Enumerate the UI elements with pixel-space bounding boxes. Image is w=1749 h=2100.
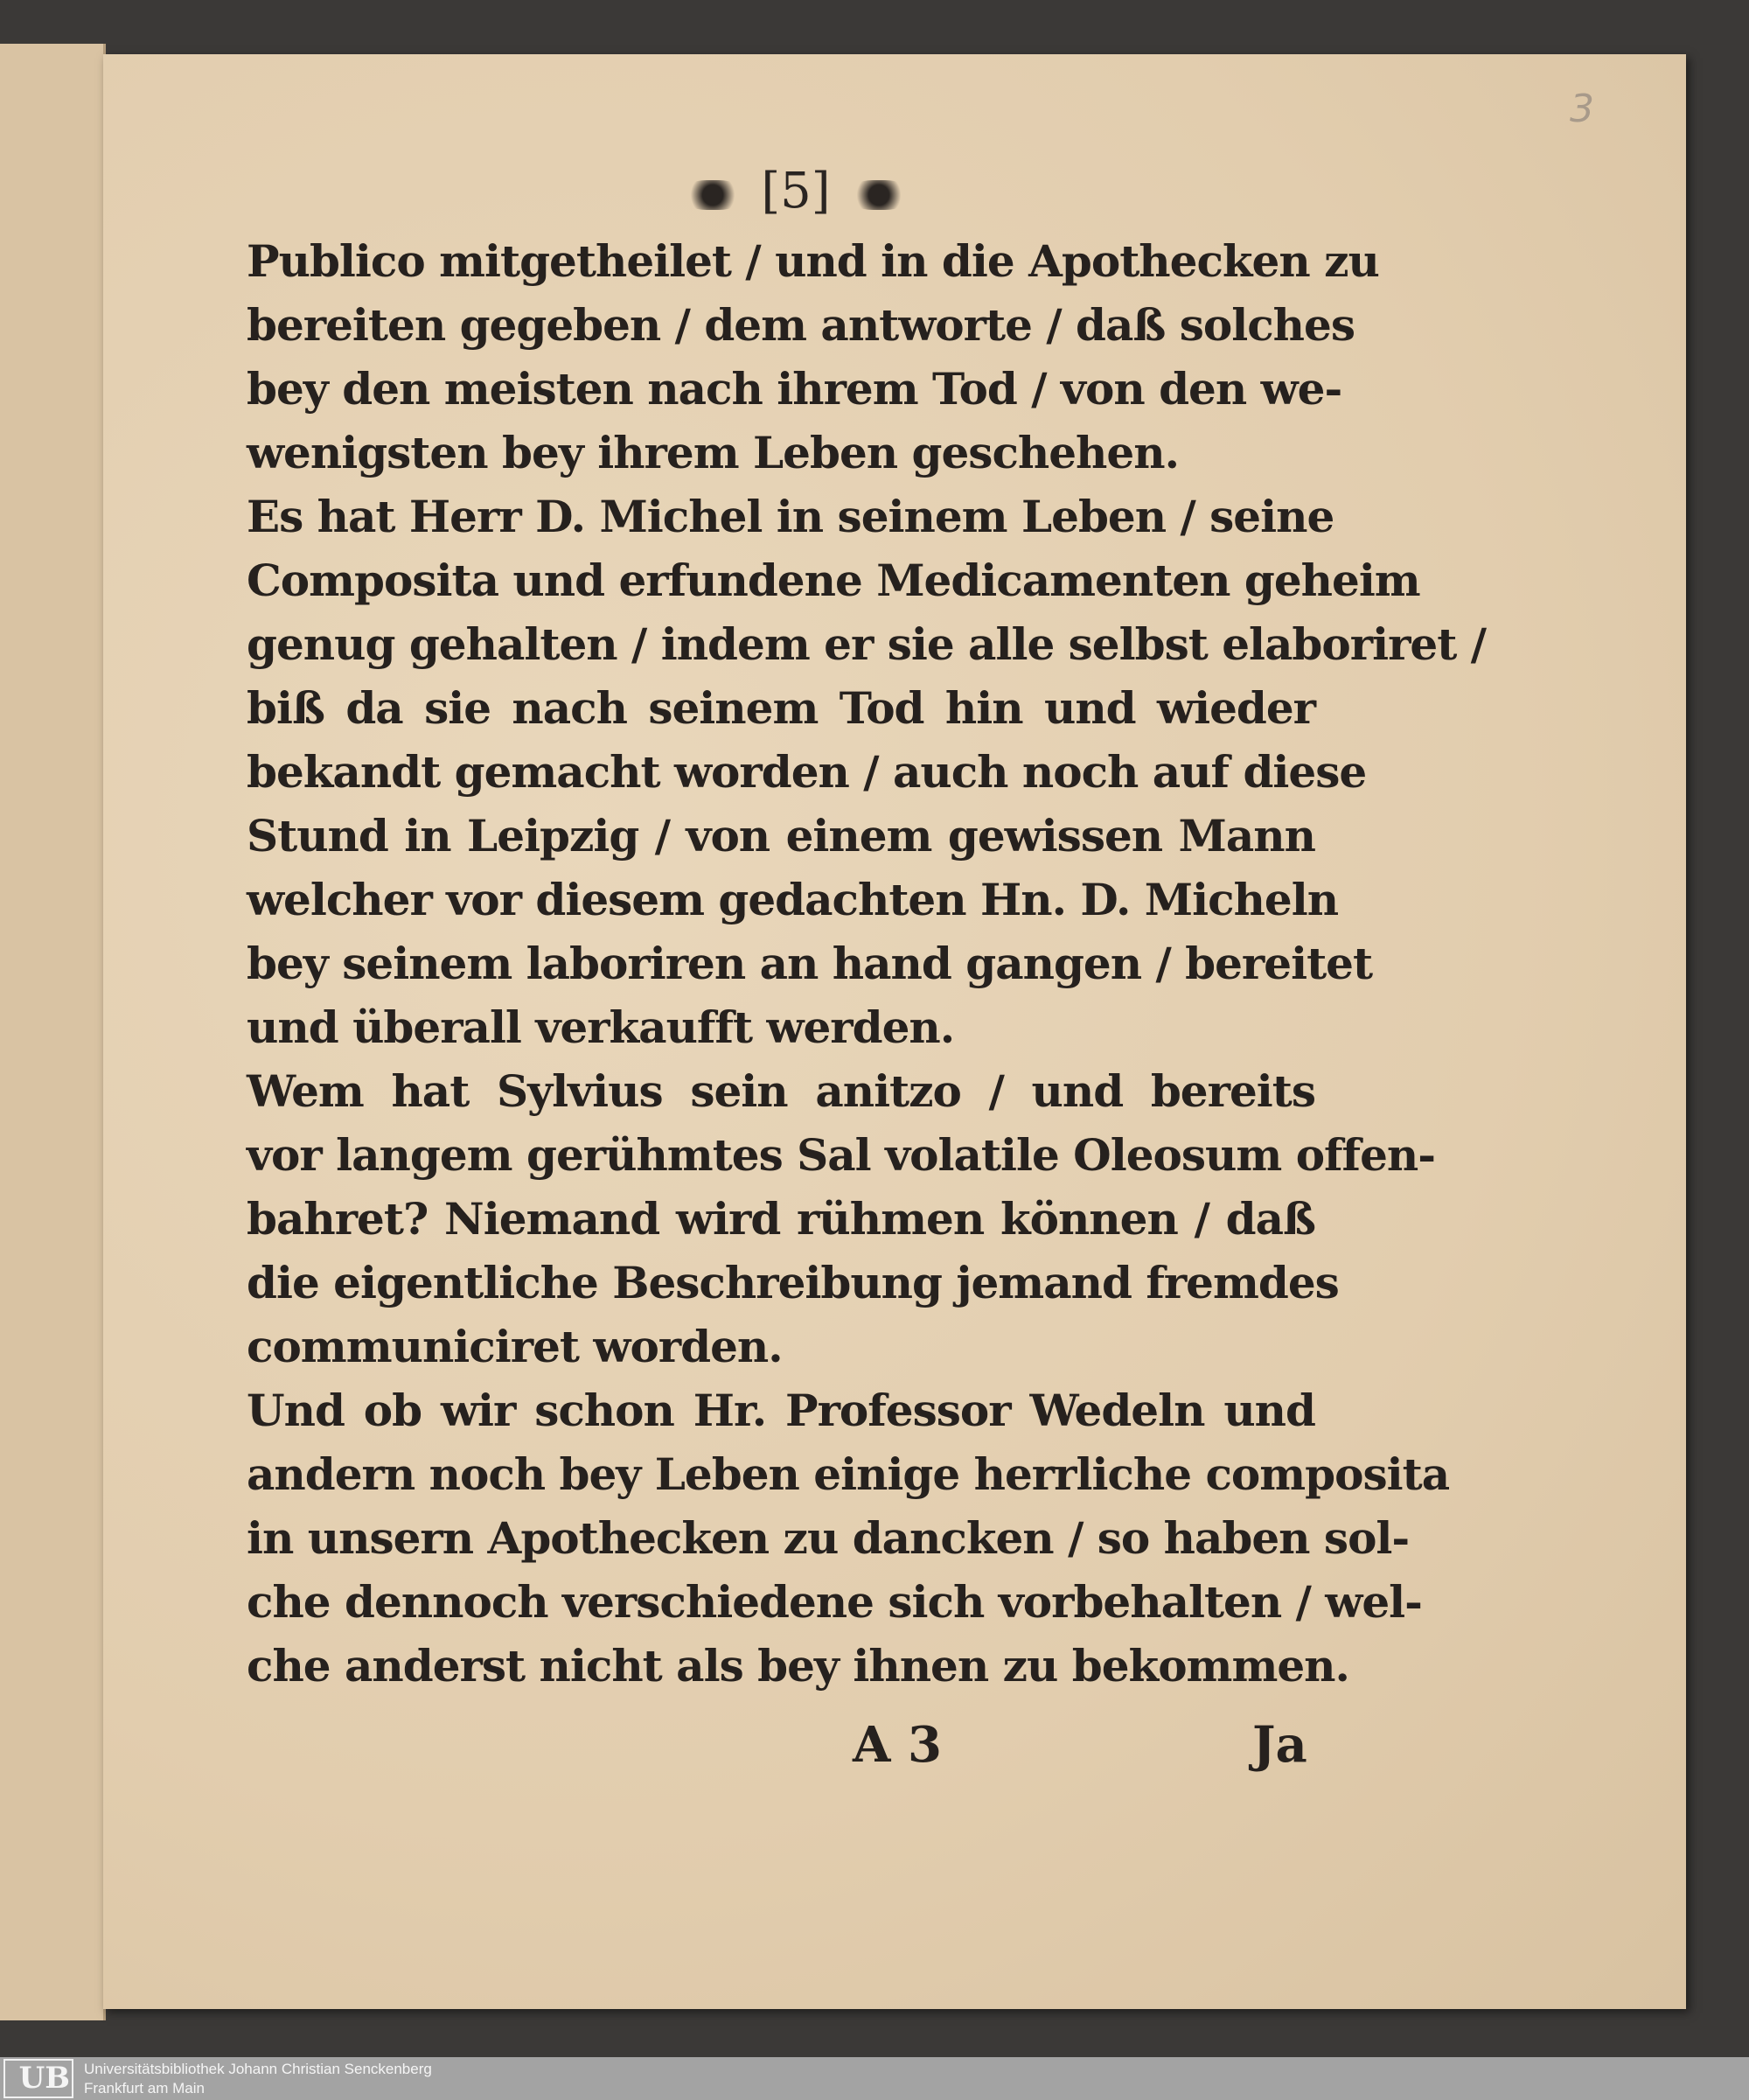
text-line: bey seinem laboriren an hand gangen / bereitet <box>247 938 1373 989</box>
body-text <box>247 229 1486 1698</box>
text-line: che anderst nicht als bey ihnen zu bekommen. <box>247 1640 1349 1692</box>
text-line: vor langem gerühmtes Sal volatile Oleosum offen- <box>247 1129 1435 1181</box>
library-city: Frankfurt am Main <box>84 2080 205 2097</box>
text-line: Composita und erfundene Medicamenten geheim <box>247 555 1420 606</box>
text-line: wenigsten bey ihrem Leben geschehen. <box>247 427 1179 478</box>
library-footer <box>0 2057 1749 2100</box>
library-name: Universitätsbibliothek Johann Christian Senckenberg <box>84 2061 432 2077</box>
text-line: welcher vor diesem gedachten Hn. D. Micheln <box>247 874 1339 925</box>
page-header <box>656 163 936 220</box>
text-line: Publico mitgetheilet / und in die Apothecken zu <box>247 235 1379 287</box>
text-line: bekandt gemacht worden / auch noch auf diese <box>247 746 1367 798</box>
text-line: genug gehalten / indem er sie alle selbst elaboriret / <box>247 618 1486 670</box>
text-line: Wem hat Sylvius sein anitzo / und bereits <box>247 1065 1315 1117</box>
text-line: Stund in Leipzig / von einem gewissen Mann <box>247 810 1315 862</box>
text-line: Es hat Herr D. Michel in seinem Leben / seine <box>247 491 1334 542</box>
text-line: bahret? Niemand wird rühmen können / daß <box>247 1193 1315 1245</box>
text-line: bey den meisten nach ihrem Tod / von den we- <box>247 363 1342 415</box>
text-line: die eigentliche Beschreibung jemand fremdes <box>247 1257 1339 1308</box>
facing-page <box>0 44 106 2020</box>
library-logo: UB <box>3 2059 73 2098</box>
ornament-right-icon <box>848 180 909 210</box>
signature-mark: A 3 <box>853 1716 942 1774</box>
pencil-folio-mark: 3 <box>1570 87 1594 131</box>
ornament-left-icon <box>682 180 743 210</box>
text-line: che dennoch verschiedene sich vorbehalten / wel- <box>247 1576 1422 1628</box>
text-line: Und ob wir schon Hr. Professor Wedeln und <box>247 1385 1315 1436</box>
text-line: communiciret worden. <box>247 1321 783 1372</box>
text-line: andern noch bey Leben einige herrliche composita <box>247 1448 1450 1500</box>
text-line: bereiten gegeben / dem antworte / daß solches <box>247 299 1355 351</box>
text-line: und überall verkaufft werden. <box>247 1001 955 1053</box>
catchword: Ja <box>1252 1716 1307 1774</box>
text-line: in unsern Apothecken zu dancken / so haben sol- <box>247 1512 1410 1564</box>
text-line: biß da sie nach seinem Tod hin und wieder <box>247 682 1315 734</box>
page-number: [5] <box>761 163 831 220</box>
